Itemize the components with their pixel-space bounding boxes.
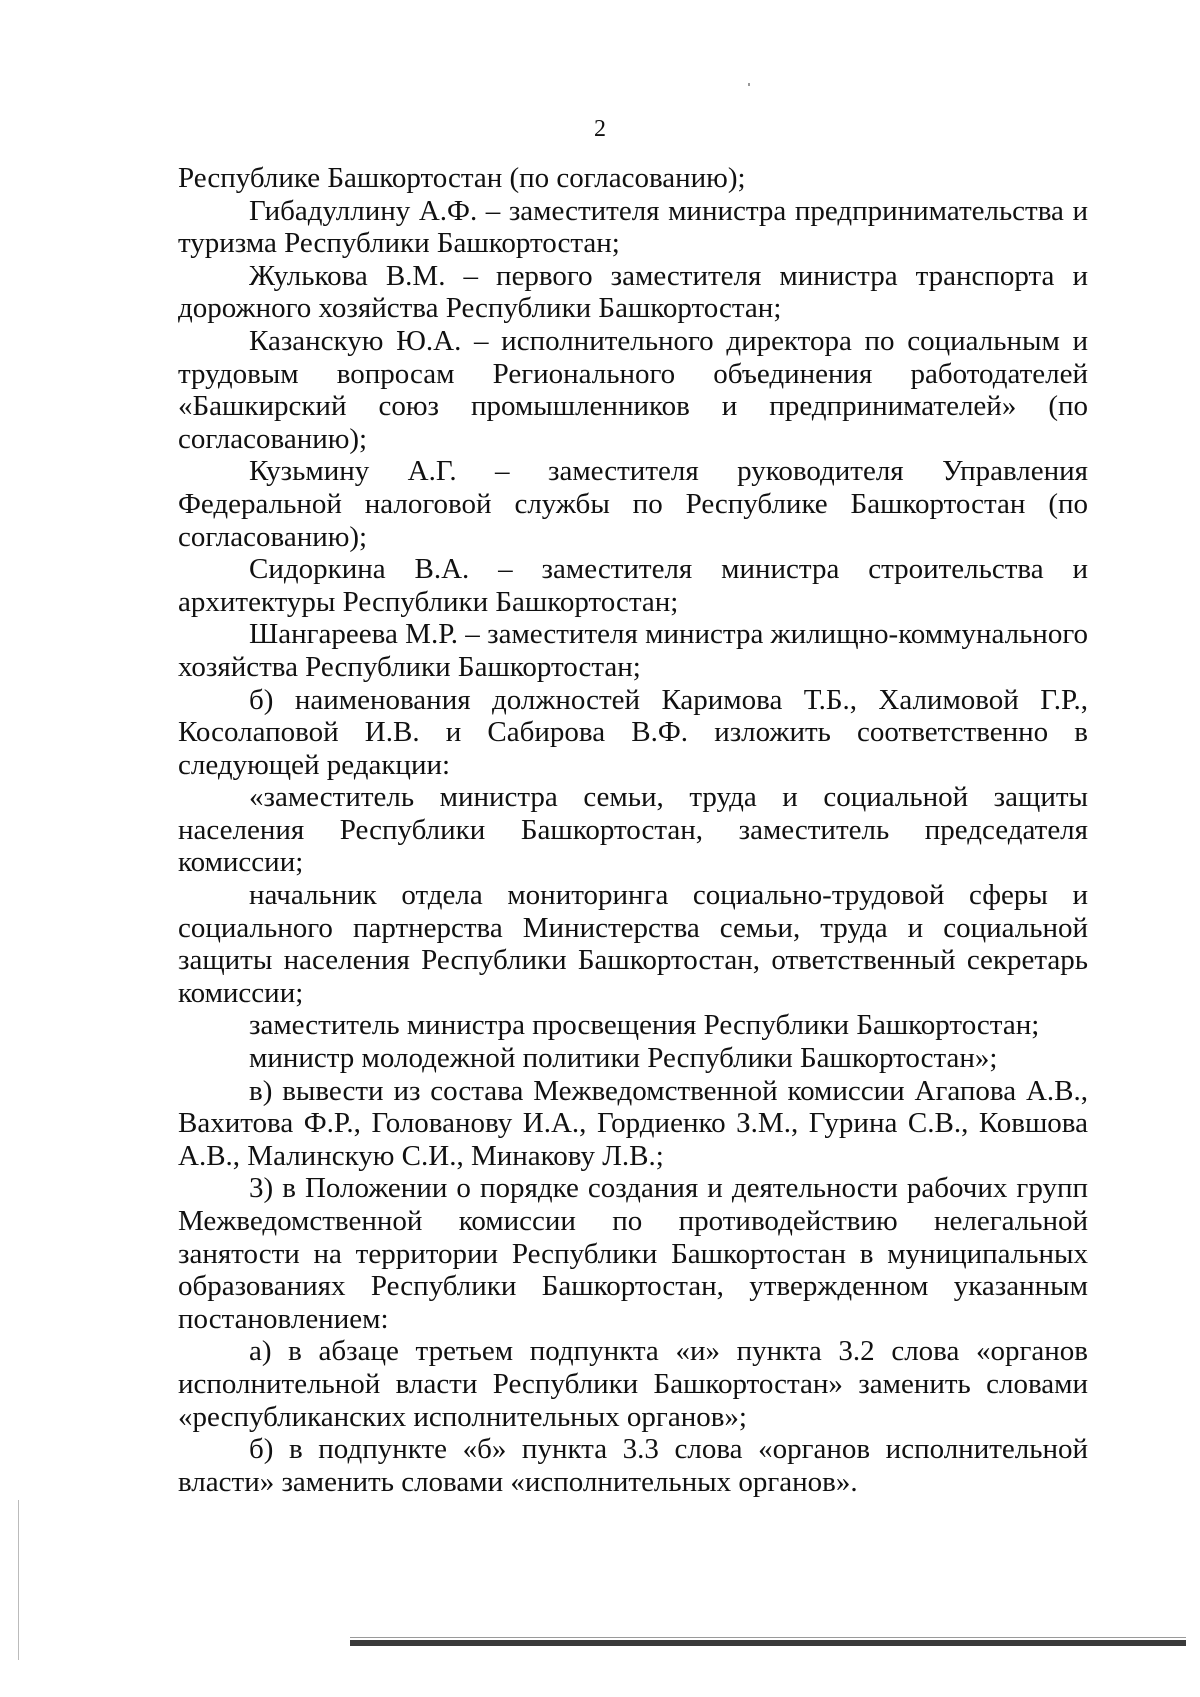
paragraph-quote-education: заместитель министра просвещения Республики Башкортостан;: [249, 1009, 1040, 1042]
paragraph-sidorkin: Сидоркина В.А. – заместителя министра строительства и архитектуры Республики Башкортостан;: [178, 553, 1088, 618]
page-number: 2: [594, 116, 606, 142]
paragraph-gibadullina: Гибадуллину А.Ф. – заместителя министра предпринимательства и туризма Республики Башкортостан;: [178, 194, 1088, 260]
paragraph-quote-youth: министр молодежной политики Республики Башкортостан»;: [249, 1042, 998, 1075]
paragraph-item-a-replace: а) в абзаце третьем подпункта «и» пункта 3.2 слова «органов исполнительной власти Республики Башкортостан» заменить словами «республиканских исполнительных органов»;: [178, 1335, 1088, 1433]
paragraph-zhulkov: Жулькова В.М. – первого заместителя министра транспорта и дорожного хозяйства Республики Башкортостан;: [178, 259, 1088, 325]
paragraph-item-b-replace: б) в подпункте «б» пункта 3.3 слова «органов исполнительной власти» заменить словами «исполнительных органов».: [178, 1433, 1088, 1498]
paragraph-item-b-positions: б) наименования должностей Каримова Т.Б., Халимовой Г.Р., Косолаповой И.В. и Сабирова В.Ф. изложить соответственно в следующей редакции:: [178, 683, 1088, 781]
paragraph-kuzmina: Кузьмину А.Г. – заместителя руководителя Управления Федеральной налоговой службы по Республике Башкортостан (по согласованию);: [178, 455, 1088, 553]
scan-edge-left: [18, 1500, 19, 1660]
scan-speck: [748, 83, 750, 86]
paragraph-item-3-regulation: 3) в Положении о порядке создания и деятельности рабочих групп Межведомственной комиссии по противодействию нелегальной занятости на территории Республики Башкортостан в муниципальных образованиях Республики Башкортостан, утвержденном указанным постановлением:: [178, 1172, 1088, 1335]
document-body: [178, 162, 1088, 1498]
paragraph-quote-deputy-minister: «заместитель министра семьи, труда и социальной защиты населения Республики Башкортостан, заместитель председателя комиссии;: [178, 781, 1088, 879]
paragraph-quote-department-head: начальник отдела мониторинга социально-трудовой сферы и социального партнерства Министерства семьи, труда и социальной защиты населения Республики Башкортостан, ответственный секретарь комиссии;: [178, 879, 1088, 1009]
paragraph-item-v-remove: в) вывести из состава Межведомственной комиссии Агапова А.В., Вахитова Ф.Р., Голованову И.А., Гордиенко З.М., Гурина С.В., Ковшова А.В., Малинскую С.И., Минакову Л.В.;: [178, 1074, 1088, 1172]
scan-edge-bottom: [350, 1640, 1186, 1646]
scan-edge-bottom-faint: [350, 1637, 1186, 1638]
paragraph-shangareev: Шангареева М.Р. – заместителя министра жилищно-коммунального хозяйства Республики Башкортостан;: [178, 618, 1088, 683]
paragraph-continuation: Республике Башкортостан (по согласованию);: [178, 162, 746, 194]
paragraph-kazanskaya: Казанскую Ю.А. – исполнительного директора по социальным и трудовым вопросам Регионального объединения работодателей «Башкирский союз промышленников и предпринимателей» (по согласованию);: [178, 324, 1088, 455]
